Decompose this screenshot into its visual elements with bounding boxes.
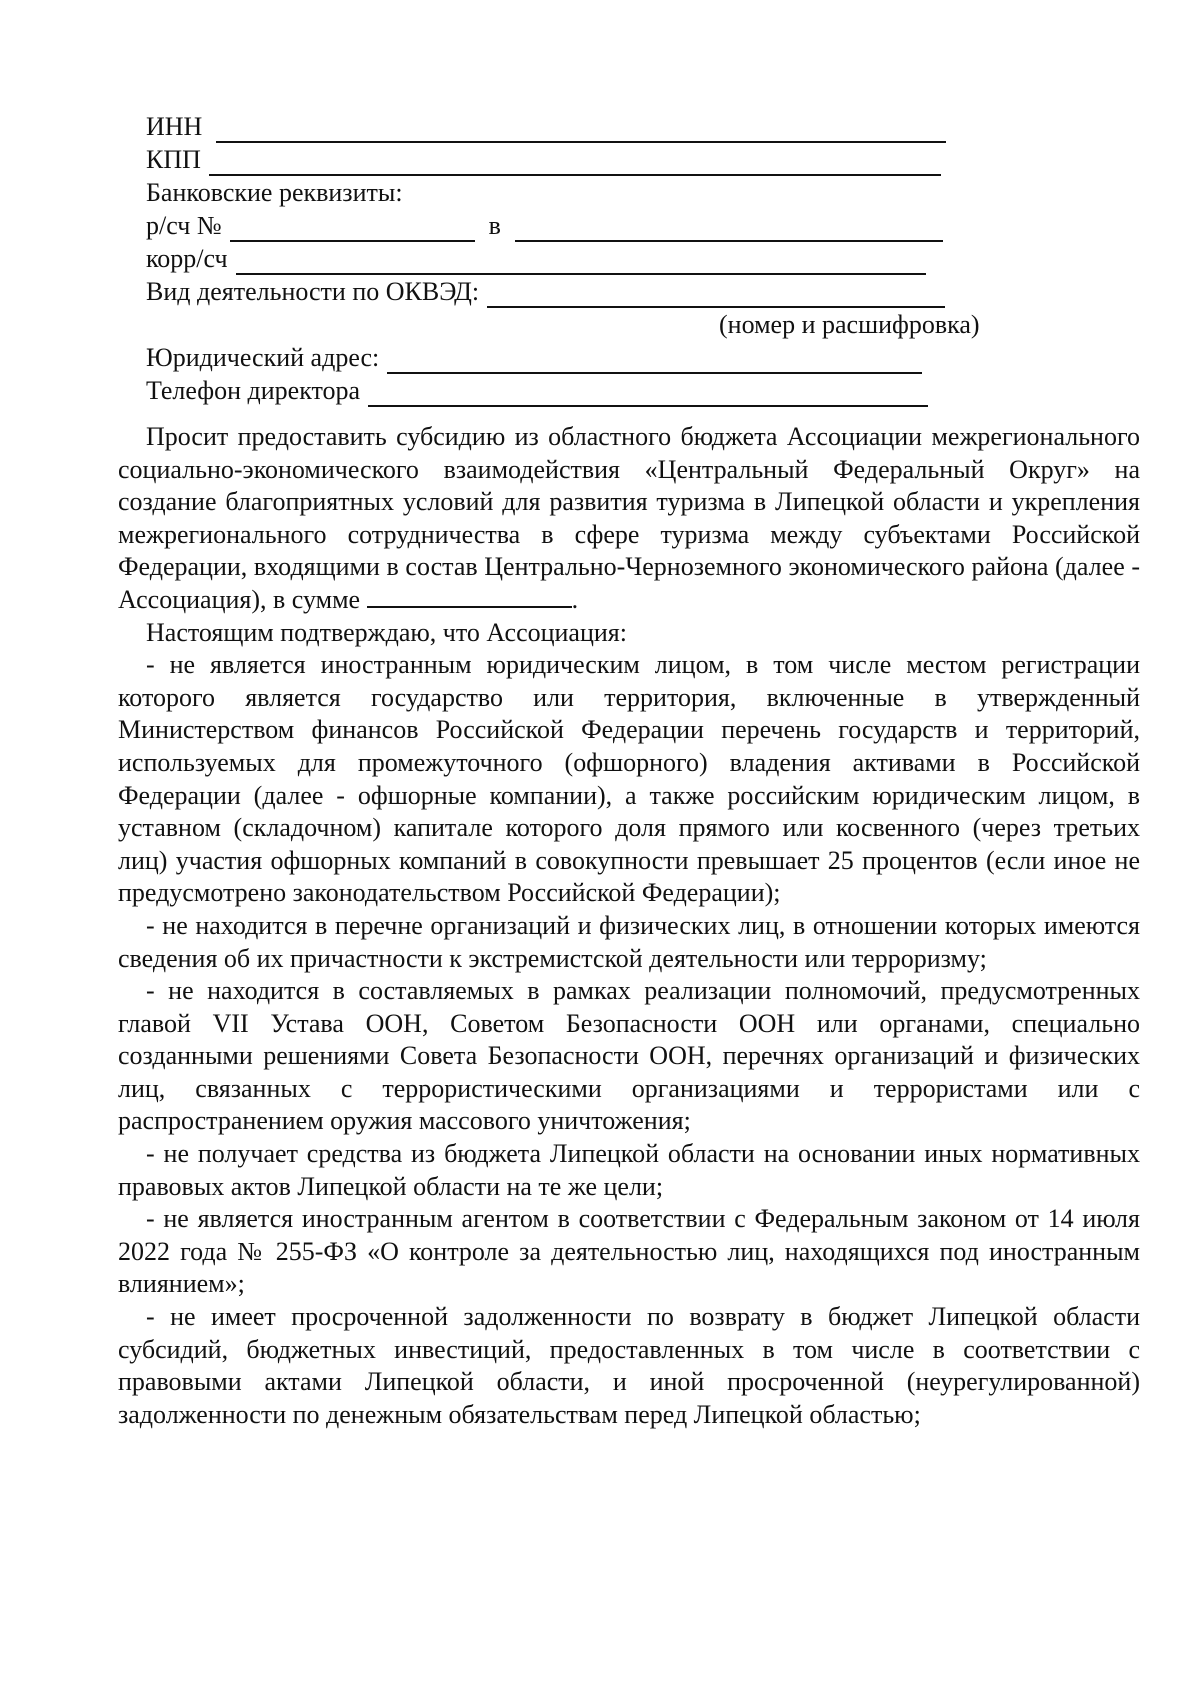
phone-row: [146, 374, 1140, 407]
address-row: [146, 341, 1140, 374]
okved-label: Вид деятельности по ОКВЭД:: [146, 277, 480, 306]
request-paragraph: [118, 421, 1140, 617]
bank-name-field[interactable]: [515, 214, 943, 242]
body-text: [118, 415, 1140, 1431]
phone-label: Телефон директора: [146, 376, 361, 405]
account-row: [146, 209, 1140, 242]
list-item: - не находится в составляемых в рамках реализации полномочий, предусмотренных главой VII Устава ООН, Советом Безопасности ООН или органами, специально созданными решениями Совета Безопасности ООН, перечнях организаций и физических лиц, связанных с террористическими организациями и террористами или с распространением оружия массового уничтожения;: [118, 976, 1140, 1136]
list-item: - не является иностранным агентом в соответствии с Федеральным законом от 14 июля 2022 года № 255-ФЗ «О контроле за деятельностью лиц, находящихся под иностранным влиянием»;: [118, 1204, 1140, 1299]
address-label: Юридический адрес:: [146, 343, 380, 372]
request-end: .: [571, 584, 579, 614]
confirm-paragraph: Настоящим подтверждаю, что Ассоциация:: [146, 617, 627, 647]
corr-label: корр/сч: [146, 244, 228, 273]
okved-row: [146, 275, 1140, 308]
kpp-field[interactable]: [209, 148, 941, 176]
list-item: - не имеет просроченной задолженности по возврату в бюджет Липецкой области субсидий, бюджетных инвестиций, предоставленных в том числе в соответствии с правовыми актами Липецкой области, и иной просроченной (неурегулированной) задолженности по денежным обязательствам перед Липецкой областью;: [118, 1302, 1140, 1429]
inn-row: [146, 110, 1140, 143]
account-field[interactable]: [230, 214, 475, 242]
list-item: - не получает средства из бюджета Липецкой области на основании иных нормативных правовых актов Липецкой области на те же цели;: [118, 1139, 1140, 1201]
request-text: Просит предоставить субсидию из областного бюджета Ассоциации межрегионального социально-экономического взаимодействия «Центральный Федеральный Округ» на создание благоприятных условий для развития туризма в Липецкой области и укрепления межрегионального сотрудничества в сфере туризма между субъектами Российской Федерации, входящими в состав Центрально-Черноземного экономического района (далее - Ассоциация), в сумме: [118, 422, 1140, 614]
inn-label: ИНН: [146, 112, 203, 141]
in-label: в: [488, 211, 501, 240]
inn-field[interactable]: [216, 115, 946, 143]
address-field[interactable]: [387, 346, 922, 374]
okved-hint: (номер и расшифровка): [719, 310, 980, 339]
account-label: р/сч №: [146, 211, 222, 240]
corr-row: [146, 242, 1140, 275]
okved-field[interactable]: [487, 280, 945, 308]
bank-label: Банковские реквизиты:: [146, 178, 403, 207]
list-item: - не находится в перечне организаций и физических лиц, в отношении которых имеются сведения об их причастности к экстремистской деятельности или терроризму;: [118, 910, 1140, 973]
kpp-row: [146, 143, 1140, 176]
phone-field[interactable]: [368, 379, 928, 407]
corr-field[interactable]: [236, 247, 926, 275]
requisites-block: [118, 110, 1140, 407]
sum-field[interactable]: [367, 586, 572, 608]
list-item: - не является иностранным юридическим лицом, в том числе местом регистрации которого является государство или территория, включенные в утвержденный Министерством финансов Российской Федерации перечень государств и территорий, используемых для промежуточного (офшорного) владения активами в Российской Федерации (далее - офшорные компании), а также российским юридическим лицом, в уставном (складочном) капитале которого доля прямого или косвенного (через третьих лиц) участия офшорных компаний в совокупности превышает 25 процентов (если иное не предусмотрено законодательством Российской Федерации);: [118, 650, 1140, 908]
kpp-label: КПП: [146, 145, 201, 174]
bank-row: [146, 176, 1140, 209]
